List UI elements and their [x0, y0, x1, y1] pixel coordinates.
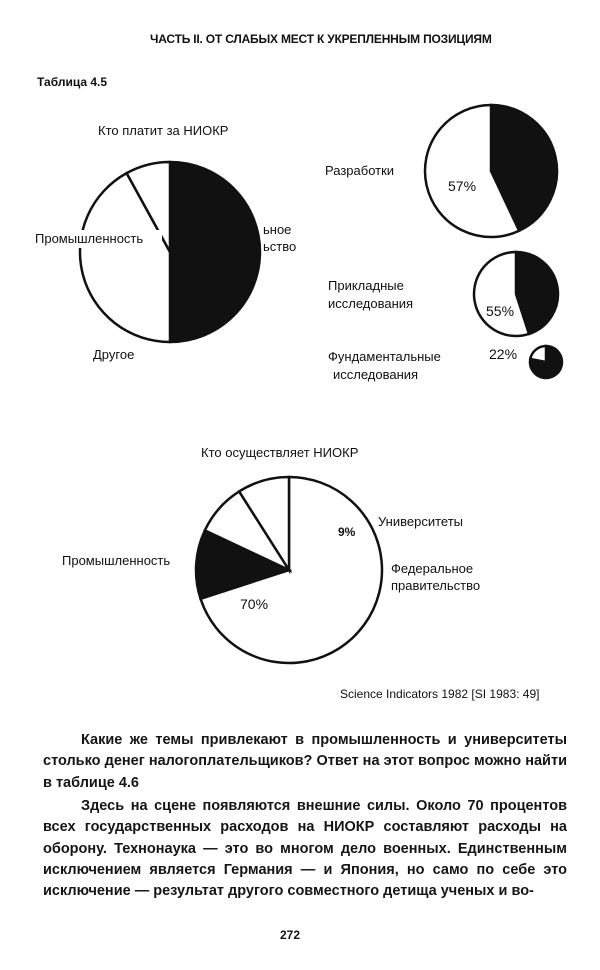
pie3-label-government: Федеральное правительство — [391, 561, 481, 593]
slice-white — [530, 346, 546, 362]
pie-development — [425, 105, 557, 237]
source-citation: Science Indicators 1982 [SI 1983: 49] — [340, 687, 540, 701]
running-head: ЧАСТЬ II. ОТ СЛАБЫХ МЕСТ К УКРЕПЛЕННЫМ ПОЗИЦИЯМ — [150, 32, 492, 46]
pie-basic-research — [530, 346, 562, 378]
table-label: Таблица 4.5 — [37, 75, 108, 89]
body-paragraph-1: Какие же темы привлекают в промышленность и университеты столько денег налогоплательщиков? Ответ на этот вопрос можно найти в таблице 4.6 — [43, 732, 567, 791]
pie3-label-industry: Промышленность — [62, 553, 171, 568]
label-basic: Фундаментальные исследования — [328, 349, 441, 382]
pie3-value-industry: 70% — [240, 596, 269, 612]
value-basic: 22% — [489, 346, 518, 362]
pie1-label-industry: Промышленность — [35, 231, 144, 246]
chart1-title: Кто платит за НИОКР — [98, 123, 229, 138]
label-applied: Прикладные исследования — [328, 278, 414, 311]
label-development: Разработки — [325, 163, 395, 178]
value-development: 57% — [448, 178, 477, 194]
pie3-label-universities: Университеты — [378, 514, 464, 529]
slice-федеральное-правительство — [170, 162, 260, 342]
chart3-title: Кто осуществляет НИОКР — [201, 445, 359, 460]
value-applied: 55% — [486, 303, 515, 319]
pie-applied-research — [474, 252, 558, 336]
body-paragraph-2: Здесь на сцене появляются внешние силы. Около 70 процентов всех государственных расходов на НИОКР составляют расходы на оборону. Технонаука — это во многом дело военных. Единственным исключением является Германия — и Япония, но само по себе это исключение — результат другого совместного детища ученых и во- — [43, 798, 567, 900]
pie1-label-other: Другое — [93, 347, 135, 362]
pie3-value-universities: 9% — [338, 525, 356, 539]
page-number: 272 — [280, 928, 301, 942]
pie-who-performs — [196, 477, 382, 663]
pie-who-pays — [80, 162, 260, 342]
pie1-label-government: ьное ьство — [263, 222, 297, 254]
